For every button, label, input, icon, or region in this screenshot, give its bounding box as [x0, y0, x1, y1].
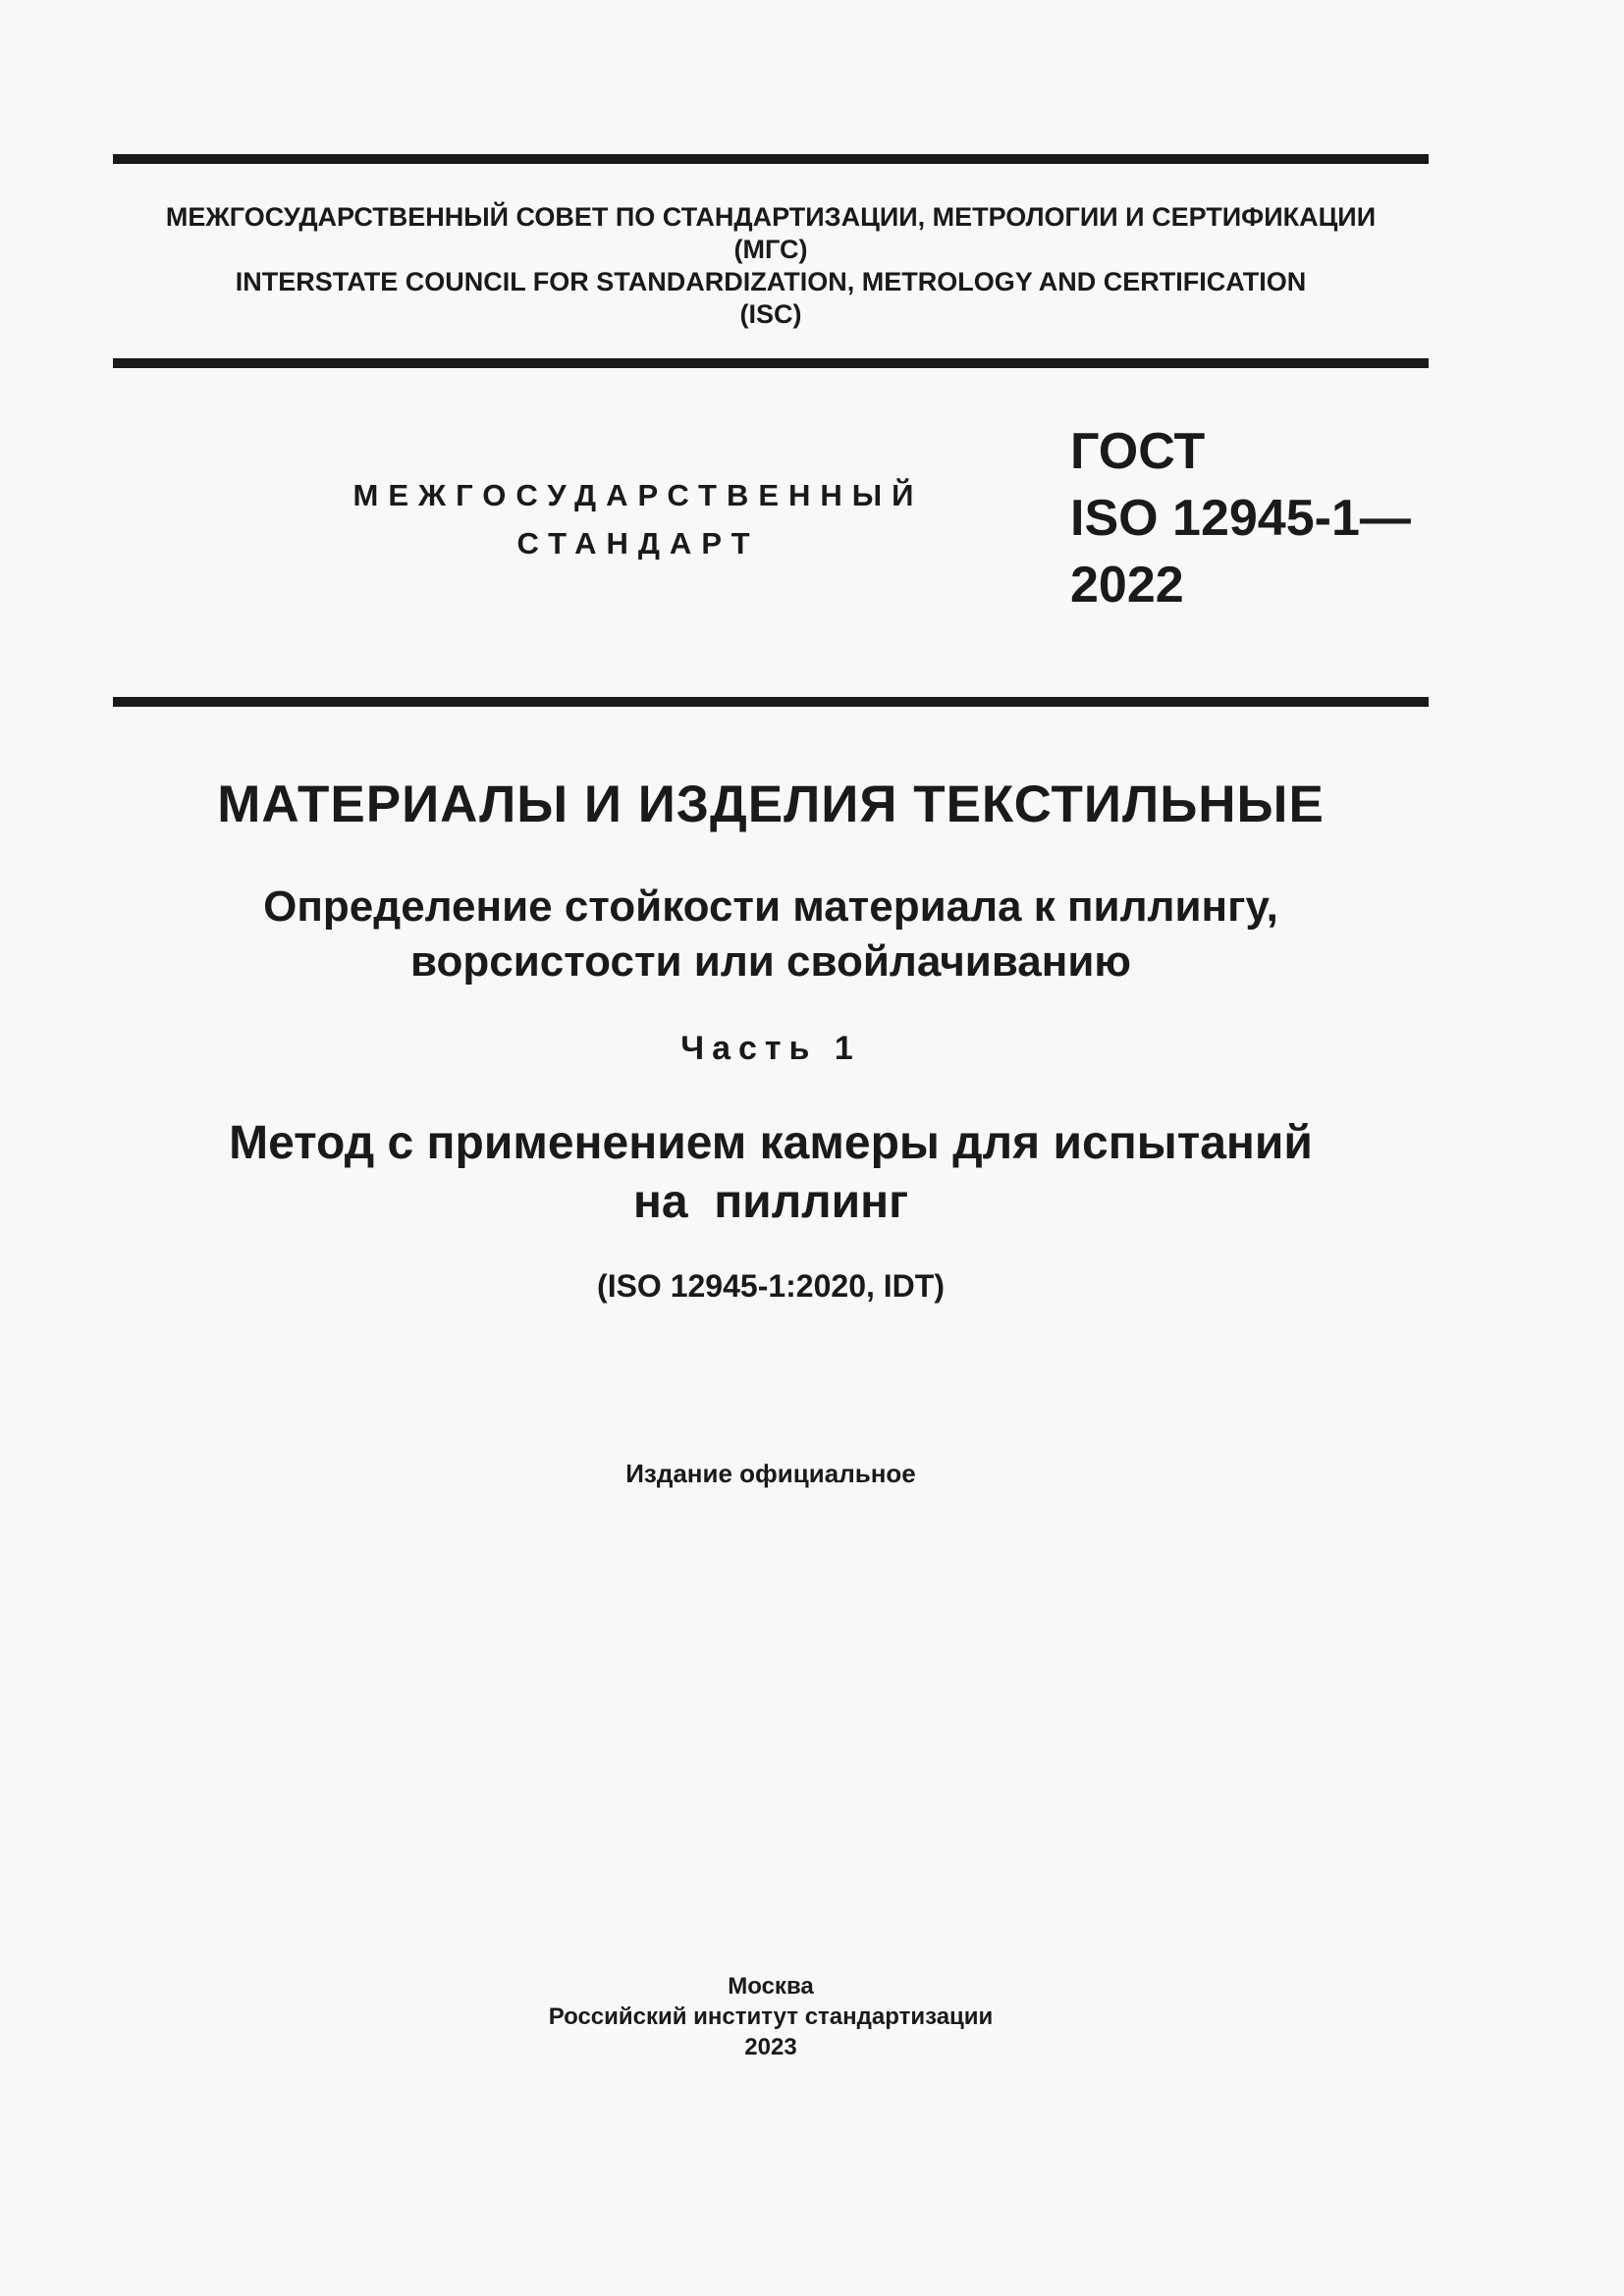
subtitle-line1: Определение стойкости материала к пиллингу,	[263, 882, 1278, 931]
imprint-city: Москва	[728, 1973, 814, 2000]
standard-designation	[1070, 418, 1411, 618]
designation-line3: 2022	[1070, 557, 1184, 614]
document-title	[113, 774, 1429, 836]
council-name-ru: МЕЖГОСУДАРСТВЕННЫЙ СОВЕТ ПО СТАНДАРТИЗАЦИИ, МЕТРОЛОГИИ И СЕРТИФИКАЦИИ	[165, 202, 1377, 232]
designation-line1: ГОСТ	[1070, 423, 1206, 480]
main-title-text: МАТЕРИАЛЫ И ИЗДЕЛИЯ ТЕКСТИЛЬНЫЕ	[217, 775, 1325, 833]
standard-type	[245, 471, 1031, 567]
council-name-en: INTERSTATE COUNCIL FOR STANDARDIZATION, METROLOGY AND CERTIFICATION	[235, 267, 1307, 296]
top-rule	[113, 154, 1429, 164]
standard-type-line2: СТАНДАРТ	[516, 526, 760, 561]
method-title	[113, 1114, 1429, 1232]
imprint	[113, 1971, 1429, 2062]
standard-type-line1: МЕЖГОСУДАРСТВЕННЫЙ	[352, 478, 924, 512]
method-line1: Метод с применением камеры для испытаний	[229, 1117, 1313, 1169]
document-subtitle	[113, 880, 1429, 989]
council-abbr-ru: (МГС)	[733, 235, 808, 264]
part-number	[113, 1029, 1429, 1068]
edition-text: Издание официальное	[625, 1459, 916, 1488]
imprint-publisher: Российский институт стандартизации	[548, 2003, 994, 2030]
edition-label	[113, 1458, 1429, 1489]
header-rule	[113, 358, 1429, 368]
part-text: Часть 1	[680, 1030, 861, 1067]
council-header	[113, 201, 1429, 331]
method-line2: на пиллинг	[632, 1176, 909, 1228]
iso-reference	[113, 1266, 1429, 1306]
subtitle-line2: ворсистости или свойлачиванию	[410, 937, 1131, 986]
title-rule	[113, 697, 1429, 707]
council-abbr-en: (ISC)	[739, 299, 802, 329]
imprint-year: 2023	[744, 2034, 797, 2060]
iso-reference-text: (ISO 12945-1:2020, IDT)	[597, 1268, 945, 1304]
designation-line2: ISO 12945-1—	[1070, 490, 1411, 547]
